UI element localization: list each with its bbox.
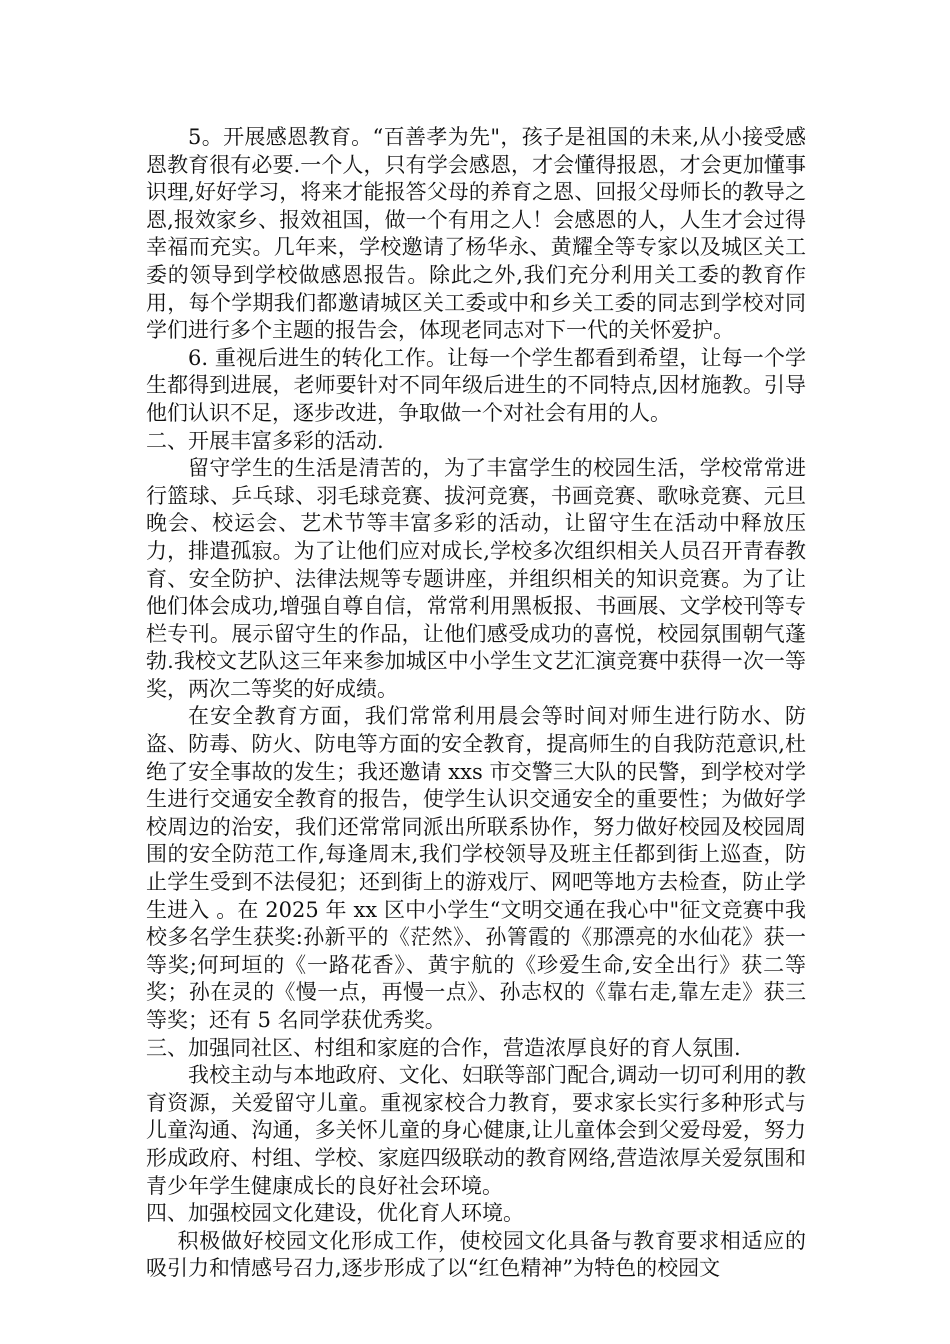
section-heading-cooperation: 三、加强同社区、村组和家庭的合作，营造浓厚良好的育人氛围.: [146, 1035, 741, 1060]
paragraph-safety-education: 在安全教育方面，我们常常利用晨会等时间对师生进行防水、防盗、防毒、防火、防电等方面的安全教育，提高师生的自我防范意识,杜绝了安全事故的发生；我还邀请 xxs 市交警三大队的民警，到学校对学生进行交通安全教育的报告，使学生认识交通安全的重要性；为做好学校周边的治安，我们还常常同派出所联系协作，努力做好校园及校园周围的安全防范工作,每逢周末,我们学校领导及班主任都到街上巡查，防止学生受到不法侵犯；还到街上的游戏厅、网吧等地方去检查，防止学生进入 。在 2025 年 xx 区中小学生“文明交通在我心中"征文竞赛中我校多名学生获奖:孙新平的《茫然》、孙箐霞的《那漂亮的水仙花》获一等奖;何珂垣的《一路花香》、黄宇航的《珍爱生命,安全出行》获二等奖；孙在灵的《慢一点，再慢一点》、孙志权的《靠右走,靠左走》获三等奖；还有 5 名同学获优秀奖。: [146, 704, 806, 1032]
paragraph-gratitude-education: 5。开展感恩教育。“百善孝为先"，孩子是祖国的未来,从小接受感恩教育很有必要.一个人，只有学会感恩，才会懂得报恩，才会更加懂事识理,好好学习，将来才能报答父母的养育之恩、回报父母师长的教导之恩,报效家乡、报效祖国，做一个有用之人！会感恩的人，人生才会过得幸福而充实。几年来，学校邀请了杨华永、黄耀全等专家以及城区关工委的领导到学校做感恩报告。除此之外,我们充分利用关工委的教育作用，每个学期我们都邀请城区关工委或中和乡关工委的同志到学校对同学们进行多个主题的报告会，体现老同志对下一代的关怀爱护。: [146, 125, 806, 343]
section-heading-activities: 二、开展丰富多彩的活动.: [146, 428, 384, 453]
paragraph-community-cooperation: 我校主动与本地政府、文化、妇联等部门配合,调动一切可利用的教育资源，关爱留守儿童。重视家校合力教育，要求家长实行多种形式与儿童沟通、沟通，多关怀儿童的身心健康,让儿童体会到父爱母爱，努力形成政府、村组、学校、家庭四级联动的教育网络,营造浓厚关爱氛围和青少年学生健康成长的良好社会环境。: [146, 1063, 806, 1198]
document-body: [146, 124, 806, 1283]
paragraph-underachiever-work: 6. 重视后进生的转化工作。让每一个学生都看到希望，让每一个学生都得到进展，老师要针对不同年级后进生的不同特点,因材施教。引导他们认识不足，逐步改进，争取做一个对社会有用的人。: [146, 345, 806, 425]
section-heading-campus-culture: 四、加强校园文化建设，优化育人环境。: [146, 1201, 524, 1226]
paragraph-campus-culture: 积极做好校园文化形成工作，使校园文化具备与教育要求相适应的吸引力和情感号召力,逐步形成了以“红色精神”为特色的校园文: [146, 1228, 806, 1281]
paragraph-campus-activities: 留守学生的生活是清苦的，为了丰富学生的校园生活，学校常常进行篮球、乒乓球、羽毛球竞赛、拔河竞赛，书画竞赛、歌咏竞赛、元旦晚会、校运会、艺术节等丰富多彩的活动，让留守生在活动中释放压力，排遣孤寂。为了让他们应对成长,学校多次组织相关人员召开青春教育、安全防护、法律法规等专题讲座，并组织相关的知识竞赛。为了让他们体会成功,增强自尊自信，常常利用黑板报、书画展、文学校刊等专栏专刊。展示留守生的作品，让他们感受成功的喜悦，校园氛围朝气蓬勃.我校文艺队这三年来参加城区中小学生文艺汇演竞赛中获得一次一等奖，两次二等奖的好成绩。: [146, 456, 806, 701]
